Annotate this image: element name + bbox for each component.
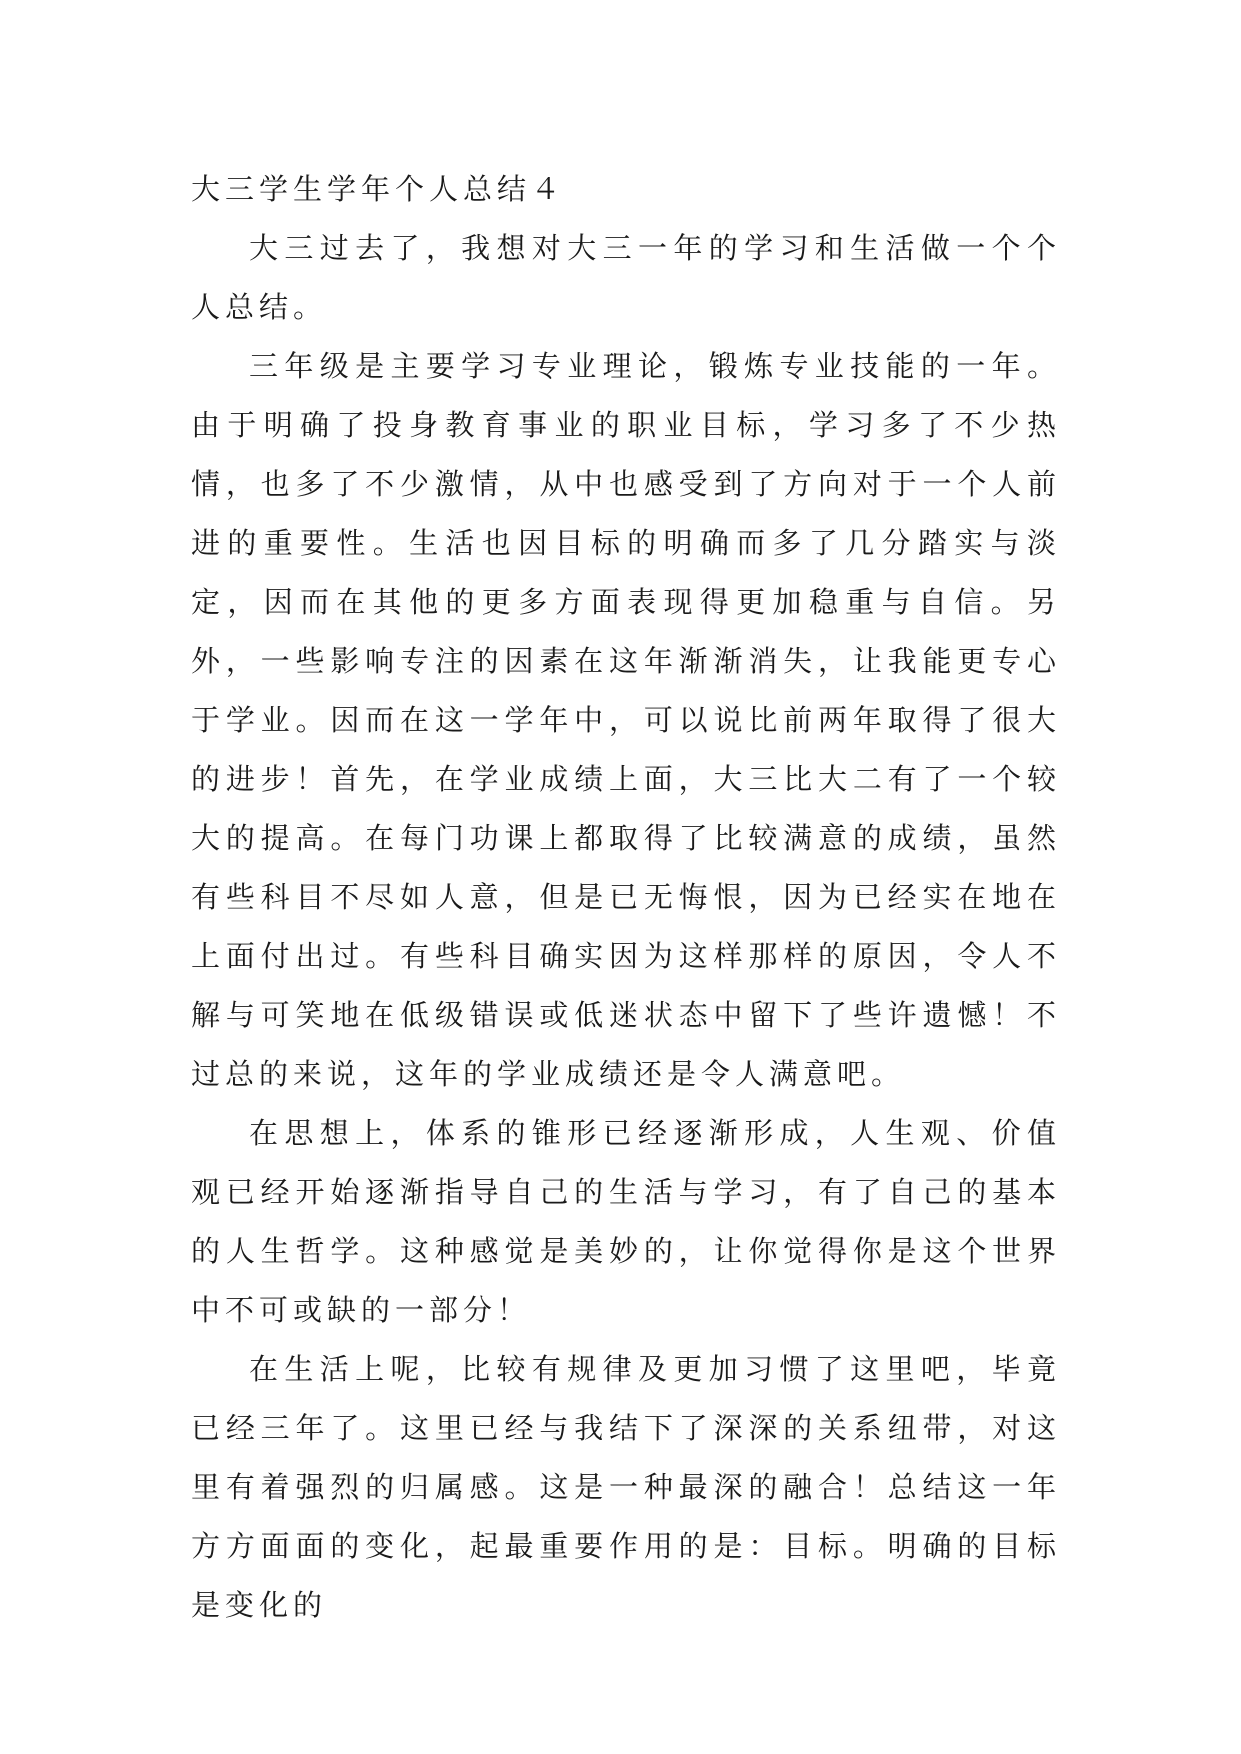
document-title: 大三学生学年个人总结４: [191, 172, 566, 206]
paragraph-life: 在生活上呢，比较有规律及更加习惯了这里吧，毕竟已经三年了。这里已经与我结下了深深的关系纽带，对这里有着强烈的归属感。这是一种最深的融合！总结这一年方方面面的变化，起最重要作用的是：目标。明确的目标是变化的: [191, 1352, 1061, 1622]
paragraph-intro: 大三过去了，我想对大三一年的学习和生活做一个个人总结。: [191, 231, 1061, 324]
paragraph-thought: 在思想上，体系的锥形已经逐渐形成，人生观、价值观已经开始逐渐指导自己的生活与学习，有了自己的基本的人生哲学。这种感觉是美妙的，让你觉得你是这个世界中不可或缺的一部分！: [191, 1116, 1061, 1327]
paragraph-study: 三年级是主要学习专业理论，锻炼专业技能的一年。由于明确了投身教育事业的职业目标，学习多了不少热情，也多了不少激情，从中也感受到了方向对于一个人前进的重要性。生活也因目标的明确而多了几分踏实与淡定，因而在其他的更多方面表现得更加稳重与自信。另外，一些影响专注的因素在这年渐渐消失，让我能更专心于学业。因而在这一学年中，可以说比前两年取得了很大的进步！首先，在学业成绩上面，大三比大二有了一个较大的提高。在每门功课上都取得了比较满意的成绩，虽然有些科目不尽如人意，但是已无悔恨，因为已经实在地在上面付出过。有些科目确实因为这样那样的原因，令人不解与可笑地在低级错误或低迷状态中留下了些许遗憾！不过总的来说，这年的学业成绩还是令人满意吧。: [191, 349, 1061, 1091]
document-body: [191, 160, 1061, 1635]
